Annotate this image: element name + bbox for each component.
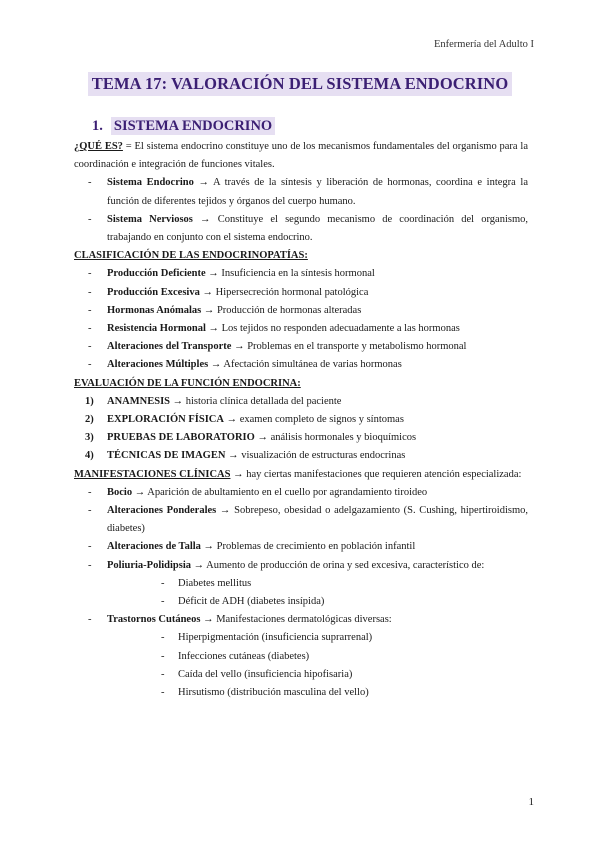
item-term: Trastornos Cutáneos [107,614,201,626]
item-term: Alteraciones de Talla [107,541,201,553]
list-item [74,284,528,302]
item-desc: → Aparición de abultamiento en el cuello por agrandamiento tiroideo [132,486,428,498]
item-term: Sistema Endocrino [107,177,194,189]
item-term: ANAMNESIS [107,395,171,407]
item-desc: → visualización de estructuras endocrinas [225,450,406,462]
item-desc: → Insuficiencia en la síntesis hormonal [205,268,375,280]
item-desc: → examen completo de signos y síntomas [223,414,404,426]
item-desc: → Hipersecreción hormonal patológica [199,286,369,298]
item-desc: → historia clínica detallada del paciente [170,395,342,407]
item-term: EXPLORACIÓN FÍSICA [107,414,224,426]
sub-item: - Hirsutismo (distribución masculina del vello) [107,684,528,702]
list-item [74,302,528,320]
sub-item: - Diabetes mellitus [107,575,528,593]
item-number: 4) [85,450,94,462]
item-term: Alteraciones Múltiples [107,359,209,371]
list-item [74,320,528,338]
item-term: Producción Excesiva [107,286,200,298]
que-es-list [74,174,528,247]
manifestaciones-list [74,484,528,702]
item-desc: → Los tejidos no responden adecuadamente a las hormonas [205,323,460,335]
item-term: Alteraciones del Transporte [107,341,232,353]
item-term: Poliuria-Polidipsia [107,559,192,571]
evaluacion-heading-text: EVALUACIÓN DE LA FUNCIÓN ENDOCRINA: [74,377,301,389]
sub-item: - Infecciones cutáneas (diabetes) [107,648,528,666]
evaluacion-heading [74,375,528,393]
item-number: 1) [85,395,94,407]
list-item [74,557,528,612]
numbered-item [74,447,528,465]
clasificacion-heading-text: CLASIFICACIÓN DE LAS ENDOCRINOPATÍAS: [74,250,308,262]
section-title: SISTEMA ENDOCRINO [111,117,275,135]
evaluacion-list [74,393,528,466]
list-item [74,611,528,702]
item-desc: → Manifestaciones dermatológicas diversas: [200,614,392,626]
item-number: 2) [85,414,94,426]
que-es-label: ¿QUÉ ES? [74,141,123,152]
manifestaciones-text: → hay ciertas manifestaciones que requieren atención especializada: [230,468,522,480]
que-es-text: = El sistema endocrino constituye uno de los mecanismos fundamentales del organismo para la coordinación e integración de funciones vitales. [74,141,528,171]
item-desc: → análisis hormonales y bioquímicos [254,432,417,444]
numbered-item [74,393,528,411]
item-term: PRUEBAS DE LABORATORIO [107,432,255,444]
document-body [74,138,528,702]
item-desc: → Aumento de producción de orina y sed excesiva, característico de: [191,559,485,571]
item-term: Resistencia Hormonal [107,323,206,335]
section-number: 1. [92,118,103,134]
item-desc: → Problemas de crecimiento en población infantil [200,541,416,553]
item-desc: → Producción de hormonas alteradas [201,304,362,316]
item-desc: → Constituye el segundo mecanismo de coordinación del organismo, trabajando en conjunto con el sistema endocrino. [107,213,528,244]
running-header: Enfermería del Adulto I [433,39,534,50]
cutaneos-sublist [107,629,528,702]
list-item [74,338,528,356]
que-es-paragraph [74,138,528,174]
clasificacion-heading [74,247,528,265]
section-heading [92,117,275,135]
item-term: Alteraciones Ponderales [107,505,217,517]
manifestaciones-paragraph [74,466,528,484]
clasificacion-list [74,265,528,374]
sub-item: - Caída del vello (insuficiencia hipofisaria) [107,666,528,684]
manifestaciones-heading: MANIFESTACIONES CLÍNICAS [74,468,231,480]
item-term: Bocio [107,486,133,498]
page-number: 1 [528,796,534,808]
page-title: TEMA 17: VALORACIÓN DEL SISTEMA ENDOCRINO [88,72,513,96]
item-desc: → Sobrepeso, obesidad o adelgazamiento (S. Cushing, hipertiroidismo, diabetes) [107,505,528,535]
item-desc: → Afectación simultánea de varias hormonas [208,359,402,371]
item-term: Hormonas Anómalas [107,304,202,316]
item-number: 3) [85,432,94,444]
item-desc: → Problemas en el transporte y metabolismo hormonal [231,341,467,353]
list-item [74,265,528,283]
item-desc: → A través de la síntesis y liberación de hormonas, coordina e integra la función de diferentes tejidos y órganos del cuerpo humano. [107,177,528,207]
item-term: Producción Deficiente [107,268,206,280]
poliuria-sublist [107,575,528,611]
sub-item: - Hiperpigmentación (insuficiencia suprarrenal) [107,629,528,647]
list-item [74,356,528,374]
numbered-item [74,429,528,447]
item-term: Sistema Nerviosos [107,213,193,225]
list-item [74,538,528,556]
sub-item: - Déficit de ADH (diabetes insípida) [107,593,528,611]
list-item [74,502,528,538]
item-term: TÉCNICAS DE IMAGEN [107,450,226,462]
numbered-item [74,411,528,429]
list-item [74,211,528,247]
list-item [74,484,528,502]
title-wrap [0,72,600,96]
list-item [74,174,528,210]
